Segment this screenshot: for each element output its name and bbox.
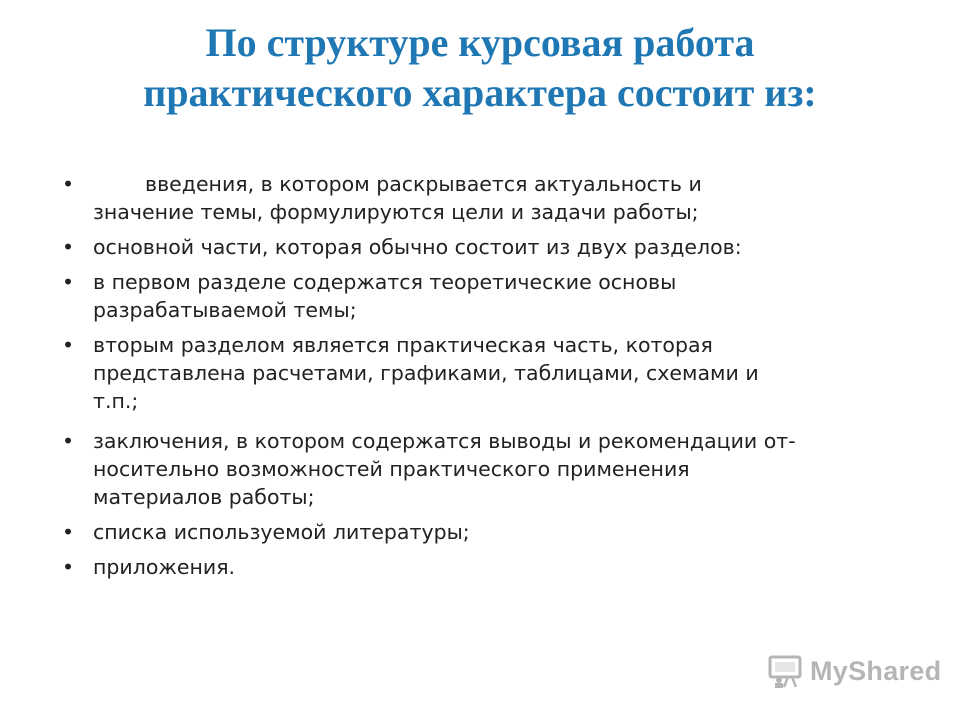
bullet-list <box>62 170 912 588</box>
bullet-line: • приложения. <box>93 555 236 579</box>
bullet-item-second-section <box>62 331 912 415</box>
bullet-item-bibliography <box>62 518 912 546</box>
bullet-line: • введения, в котором раскрывается актуальность и <box>145 172 702 196</box>
slide-title <box>60 18 900 118</box>
bullet-line: • заключения, в котором содержатся выводы и рекомендации от- <box>93 429 796 453</box>
bullet-item-conclusion <box>62 427 912 511</box>
slide-title-line: По структуре курсовая работа <box>205 20 755 65</box>
bullet-item-main-part <box>62 233 912 261</box>
bullet-line: • в первом разделе содержатся теоретические основы <box>93 270 677 294</box>
bullet-line: носительно возможностей практического применения <box>93 457 690 481</box>
bullet-item-first-section <box>62 268 912 324</box>
bullet-line: • основной части, которая обычно состоит из двух разделов: <box>93 235 742 259</box>
bullet-line: • списка используемой литературы; <box>93 520 470 544</box>
bullet-line: • вторым разделом является практическая часть, которая <box>93 333 713 357</box>
myshared-logo-text: MyShared <box>810 655 942 686</box>
bullet-item-introduction <box>62 170 912 226</box>
bullet-line: представлена расчетами, графиками, таблицами, схемами и <box>93 361 759 385</box>
bullet-line: т.п.; <box>93 389 139 413</box>
slide-title-line: практического характера состоит из: <box>143 70 817 115</box>
myshared-logo <box>768 654 941 688</box>
bullet-line: материалов работы; <box>93 485 315 509</box>
teacher-at-board-icon <box>768 654 804 688</box>
bullet-line: разрабатываемой темы; <box>93 298 357 322</box>
bullet-line: значение темы, формулируются цели и задачи работы; <box>93 200 699 224</box>
bullet-item-appendices <box>62 553 912 581</box>
